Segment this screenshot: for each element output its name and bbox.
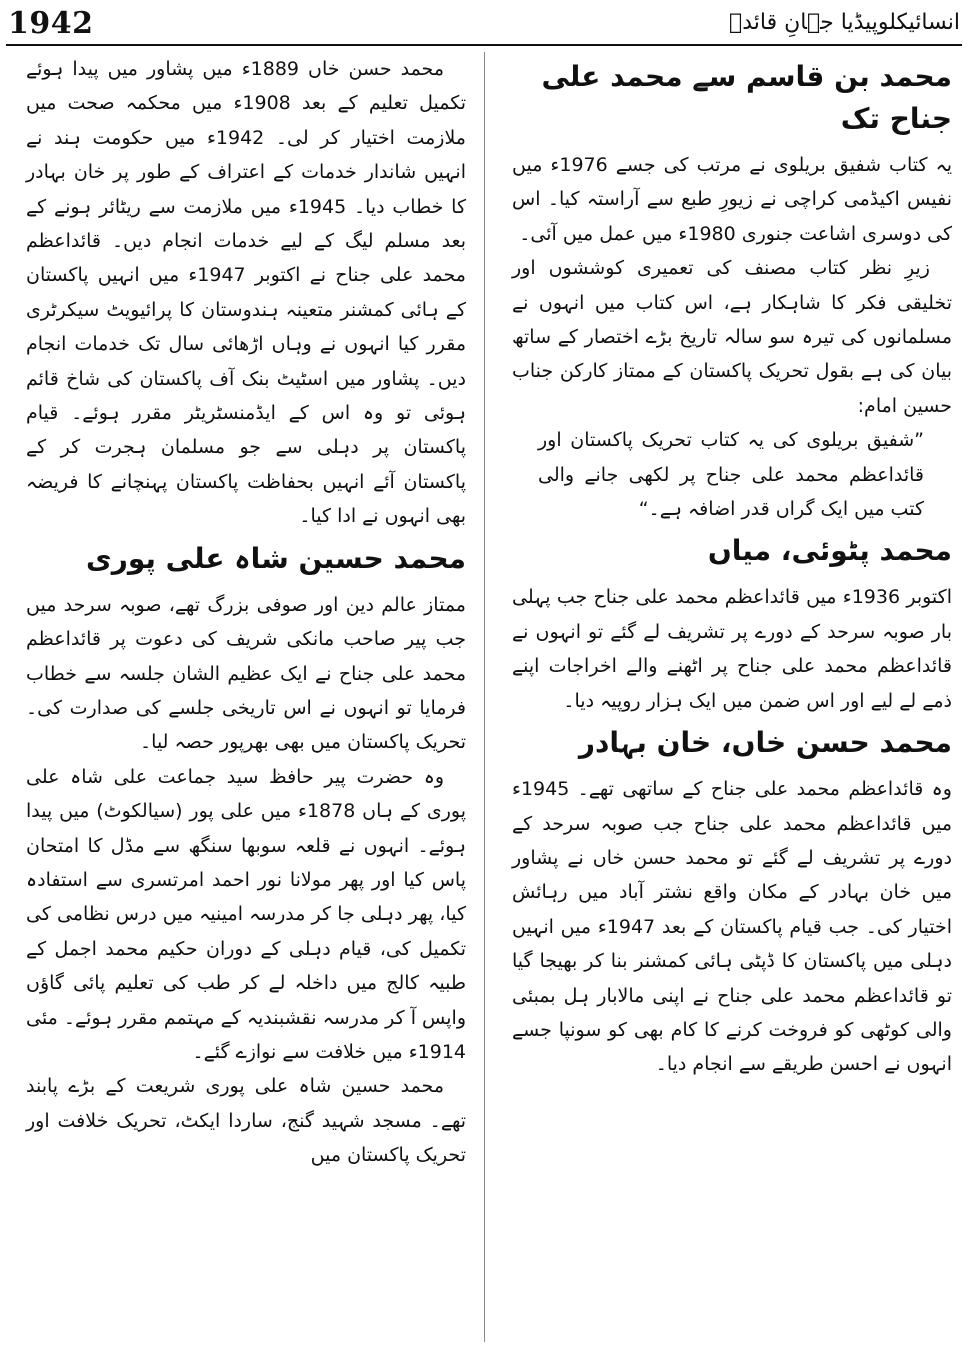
page-number: 1942 <box>8 6 94 41</box>
entry-heading: محمد پٹوئی، میاں <box>707 534 952 568</box>
entry-paragraph: وہ حضرت پیر حافظ سید جماعت علی شاہ علی پوری کے ہاں 1878ء میں علی پور (سیالکوٹ) میں پیدا ہوئے۔ انہوں نے قلعہ سوبھا سنگھ سے مڈل کا امتحان پاس کیا اور پھر مولانا نور احمد امرتسری سے استفادہ کیا، پھر دہلی جا کر مدرسہ امینیہ میں درس نظامی کی تکمیل کی، قیام دہلی کے دوران حکیم محمد اجمل کے طبیہ کالج میں داخلہ لے کر طب کی تعلیم پائی گاؤں واپس آ کر مدرسہ نقشبندیہ کے مہتمم مقرر ہوئے۔ مئی 1914ء میں خلافت سے نوازے گئے۔ <box>26 765 466 1063</box>
entry-paragraph: ممتاز عالم دین اور صوفی بزرگ تھے، صوبہ سرحد میں جب پیر صاحب مانکی شریف کی دعوت پر قائداعظم محمد علی جناح نے ایک عظیم الشان جلسہ سے خطاب فرمایا تو انہوں نے اس تاریخی جلسے کی صدارت کی۔ تحریک پاکستان میں بھی بھرپور حصہ لیا۔ <box>26 593 466 754</box>
entry-heading: محمد بن قاسم سے محمد علی جناح تک <box>541 60 952 135</box>
entry-paragraph: یہ کتاب شفیق بریلوی نے مرتب کی جسے 1976ء میں نفیس اکیڈمی کراچی نے زیورِ طبع سے آراستہ کیا۔ اس کی دوسری اشاعت جنوری 1980ء میں عمل میں آئی۔ <box>512 154 952 245</box>
entry-paragraph: محمد حسن خاں 1889ء میں پشاور میں پیدا ہوئے تکمیل تعلیم کے بعد 1908ء میں محکمہ صحت میں ملازمت اختیار کر لی۔ 1942ء میں حکومت ہند نے انہیں شاندار خدمات کے اعتراف کے طور پر خان بہادر کا خطاب دیا۔ 1945ء میں ملازمت سے ریٹائر ہونے کے بعد مسلم لیگ کے لیے خدمات انجام دیں۔ قائداعظم محمد علی جناح نے اکتوبر 1947ء میں انہیں پاکستان کے ہائی کمشنر متعینہ ہندوستان کا پرائیویٹ سیکرٹری مقرر کیا انہوں نے وہاں اڑھائی سال تک خدمات انجام دیں۔ پشاور میں اسٹیٹ بنک آف پاکستان کی شاخ قائم ہوئی تو وہ اس کے ایڈمنسٹریٹر مقرر ہوئے۔ قیام پاکستان پر دہلی سے جو مسلمان ہجرت کر کے پاکستان آئے انہیں بحفاظت پاکستان پہنچانے کا فریضہ بھی انہوں نے ادا کیا۔ <box>26 58 466 528</box>
entry-heading: محمد حسین شاہ علی پوری <box>86 541 466 575</box>
header-rule <box>6 44 962 46</box>
entry-paragraph: زیرِ نظر کتاب مصنف کی تعمیری کوششوں اور تخلیقی فکر کا شاہکار ہے، اس کتاب میں انہوں نے مسلمانوں کی تیرہ سو سالہ تاریخ بڑے اختصار کے ساتھ بیان کی ہے بقول تحریک پاکستان کے ممتاز کارکن جناب حسین امام: <box>512 257 952 417</box>
page-header <box>0 0 968 46</box>
block-quote: ”شفیق بریلوی کی یہ کتاب تحریک پاکستان اور قائداعظم محمد علی جناح پر لکھی جانے والی کتب میں ایک گراں قدر اضافہ ہے۔“ <box>538 429 924 521</box>
left-column <box>26 52 466 1173</box>
column-divider <box>484 52 485 1342</box>
entry-heading: محمد حسن خاں، خان بہادر <box>578 726 952 760</box>
running-title: انسائیکلوپیڈیا جہانِ قائدؒ <box>729 10 960 35</box>
entry-paragraph: محمد حسین شاہ علی پوری شریعت کے بڑے پابند تھے۔ مسجد شہید گنج، ساردا ایکٹ، تحریک خلافت اور تحریک پاکستان میں <box>26 1075 466 1167</box>
entry-paragraph: اکتوبر 1936ء میں قائداعظم محمد علی جناح جب پہلی بار صوبہ سرحد کے دورے پر تشریف لے گئے تو انہوں نے قائداعظم محمد علی جناح پر اٹھنے والے اخراجات اپنے ذمے لے لیے اور اس ضمن میں ایک ہزار روپیہ دیا۔ <box>512 586 952 712</box>
right-column <box>512 52 952 1082</box>
entry-paragraph: وہ قائداعظم محمد علی جناح کے ساتھی تھے۔ 1945ء میں قائداعظم محمد علی جناح جب صوبہ سرحد کے دورے پر تشریف لے گئے تو محمد حسن خاں نے پشاور میں خان بہادر کے مکان واقع نشتر آباد میں رہائش اختیار کی۔ جب قیام پاکستان کے بعد 1947ء میں انہیں دہلی میں پاکستان کا ڈپٹی ہائی کمشنر بنا کر بھیجا گیا تو قائداعظم محمد علی جناح نے اپنی مالابار ہل بمبئی والی کوٹھی کو فروخت کرنے کا کام بھی کو سونپا جسے انہوں نے احسن طریقے سے انجام دیا۔ <box>512 778 953 1076</box>
